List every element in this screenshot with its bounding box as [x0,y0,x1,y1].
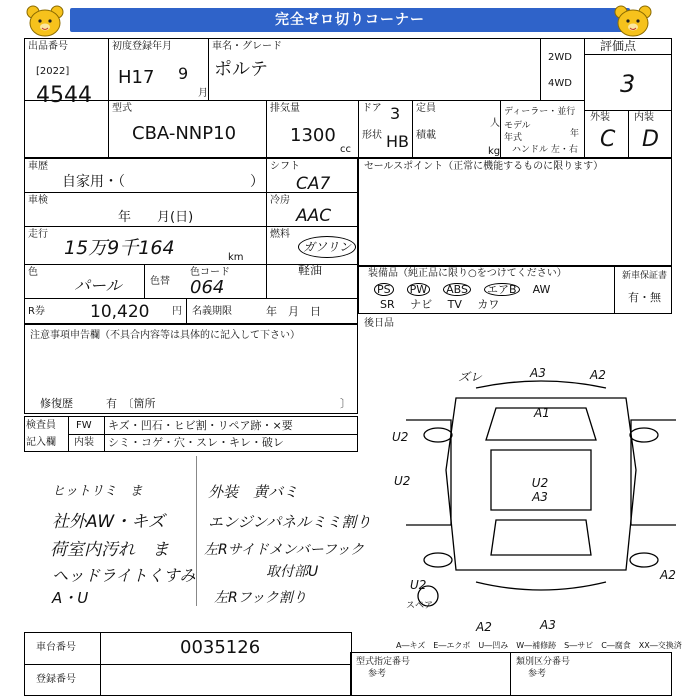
rear-bumper-outline [476,582,606,590]
approval-ref: 参考 [368,669,387,679]
note-left-1: ヒットリミ ま [52,484,143,499]
inspector-row2: シミ・コゲ・穴・スレ・キレ・破レ [108,436,284,449]
chassis-number: 0035126 [180,637,261,658]
yen-unit: 円 [172,306,182,317]
inspector-label-1: 検査員 [26,420,56,431]
diagram-label-4: A1 [534,406,550,420]
right-rear-wheel [630,553,658,567]
displacement-label: 排気量 [270,103,300,114]
registration-label: 登録番号 [36,674,76,685]
door-label: ドア [362,103,382,114]
equip-sr: SR [380,298,395,311]
lot-year: [2022] [36,66,70,77]
equipment-row2 [380,299,499,311]
kg-unit: kg [488,146,501,157]
approval-label: 型式指定番号 [356,657,411,667]
load-label: 積載 [416,130,436,141]
diagram-label-6: U2 [394,474,411,488]
inspector-fw-label: FW [76,420,92,431]
history-label: 車歴 [28,161,48,172]
rear-window-outline [491,520,591,555]
category-ref: 参考 [528,669,547,679]
color-change-label: 色替 [150,276,170,287]
equip-abs: ABS [443,283,471,296]
shift-label: シフト [270,161,300,172]
inspector-label-2: 記入欄 [26,437,56,448]
repair-close: 〕 [340,397,351,410]
equip-pw: PW [407,283,431,296]
note-left-5: A・U [52,589,89,607]
drive-4wd: 4WD [548,78,572,89]
note-right-2: エンジンパネルミミ割り [208,513,372,531]
equip-airbag: エアB [484,283,520,296]
title-expiry-label: 名義期限 [192,306,232,317]
left-side-outline [406,420,451,525]
fuel-label: 燃料 [270,229,290,240]
repair-label: 修復歴 [40,397,73,410]
model-label: 型式 [112,103,132,114]
notes-title: 注意事項申告欄（不具合内容等は具体的に記入して下さい） [30,330,300,341]
first-reg-month: 9 [178,64,189,83]
title-expiry-value: 年 月 日 [266,305,321,318]
car-name: ポルテ [214,59,268,80]
diagram-label-11: A2 [476,620,492,634]
fuel-gas-circled: ガソリン [298,236,356,258]
color-value: パール [74,276,122,295]
interior-label: 内装 [634,112,654,123]
history-value: 自家用・（ [62,174,125,190]
bear-mascot-right-icon [612,4,654,38]
lot-number: 4544 [36,83,92,108]
ac-label: 冷房 [270,195,290,206]
first-reg-label: 初度登録年月 [112,41,172,52]
handle-label: ハンドル 左・右 [512,145,578,155]
inspector-interior-label: 内装 [74,437,94,448]
rear-label: 後日品 [364,318,394,329]
recycle-fee: 10,420 [90,302,150,322]
ac-value: AAC [296,206,332,226]
diagram-label-10: A3 [540,618,556,632]
right-side-outline [631,420,676,525]
diagram-label-8: U2 [410,578,427,592]
fuel-diesel: 軽油 [298,263,323,277]
front-bumper-outline [476,381,606,388]
damage-legend: A―キズ E―エクボ U―凹み W―補修跡 S―サビ C―腐食 XX―交換済 [396,641,682,650]
note-right-4: 取付部U [266,564,319,580]
note-left-2: 社外AW・キズ [52,512,165,532]
year-unit: 年 [570,129,580,139]
exterior-grade: C [600,127,616,152]
inspection-value: 年 月(日) [118,210,194,225]
note-right-3: 左Rサイドメンバーフック [204,542,364,558]
equip-aw: AW [532,283,551,296]
note-left-3: 荷室内汚れ ま [50,540,169,560]
spare-sticker: スペア [406,601,434,611]
header-frame [24,38,672,158]
drive-2wd: 2WD [548,52,572,63]
warranty-label: 新車保証書 [622,271,668,281]
cc-unit: cc [340,144,351,155]
equip-tv: TV [447,298,462,311]
capacity-label: 定員 [416,103,436,114]
color-label: 色 [28,267,38,278]
exterior-label: 外装 [590,112,610,123]
shape-label: 形状 [362,130,382,141]
equip-ps: PS [374,283,394,296]
diagram-label-9: A2 [660,568,676,582]
note-right-1: 外装 黄バミ [208,483,299,501]
left-rear-wheel [424,553,452,567]
warranty-value: 有・無 [628,291,661,304]
dealer-label: ディーラー・並行 [504,107,576,117]
diagram-label-2: A3 [530,366,546,380]
score-value: 3 [620,70,636,98]
inspector-row1: キズ・凹石・ヒビ割・リペア跡・×要 [108,419,293,432]
recycle-label: R券 [28,306,45,317]
diagram-label-1: ズレ [458,370,483,384]
color-code-value: 064 [190,277,225,298]
doors-value: 3 [390,104,401,123]
diagram-label-3: A2 [590,368,606,382]
person-unit: 人 [490,118,500,129]
sales-frame [358,158,672,266]
score-label: 評価点 [600,39,637,53]
km-unit: km [228,252,244,263]
chassis-label: 車台番号 [36,642,76,653]
history-close: ） [250,174,264,190]
displacement-value: 1300 [290,125,336,146]
right-front-wheel [630,428,658,442]
note-right-5: 左Rフック割り [214,590,307,606]
banner-title: 完全ゼロ切りコーナー [70,8,630,32]
bear-mascot-left-icon [24,4,66,38]
model-year-label: モデル年式 [504,121,531,143]
car-name-label: 車名・グレード [212,41,282,52]
model-value: CBA-NNP10 [132,123,237,144]
note-left-4: ヘッドライトくすみ [52,566,196,585]
inspection-label: 車検 [28,195,48,206]
month-unit: 月 [198,88,208,99]
diagram-label-7: U2 A3 [531,476,549,504]
equipment-row1 [374,283,550,296]
category-label: 類別区分番号 [516,657,571,667]
left-front-wheel [424,428,452,442]
equip-navi: ナビ [410,298,433,311]
shift-value: CA7 [296,174,331,194]
shape-value: HB [386,132,410,151]
lot-label: 出品番号 [28,41,68,52]
first-reg-era: H17 [118,67,155,88]
interior-grade: D [642,127,659,152]
repair-value: 有 〔箇所 [106,397,156,410]
notes-divider [196,456,197,606]
mileage-value: 15万9千164 [64,237,175,259]
sales-title: セールスポイント（正常に機能するものに限ります） [364,161,604,172]
mileage-label: 走行 [28,229,48,240]
equip-leather: カワ [477,298,500,311]
equipment-title: 装備品（純正品に限り○をつけてください） [368,268,567,279]
diagram-label-5: U2 [392,430,409,444]
color-code-label: 色コード [190,267,230,278]
